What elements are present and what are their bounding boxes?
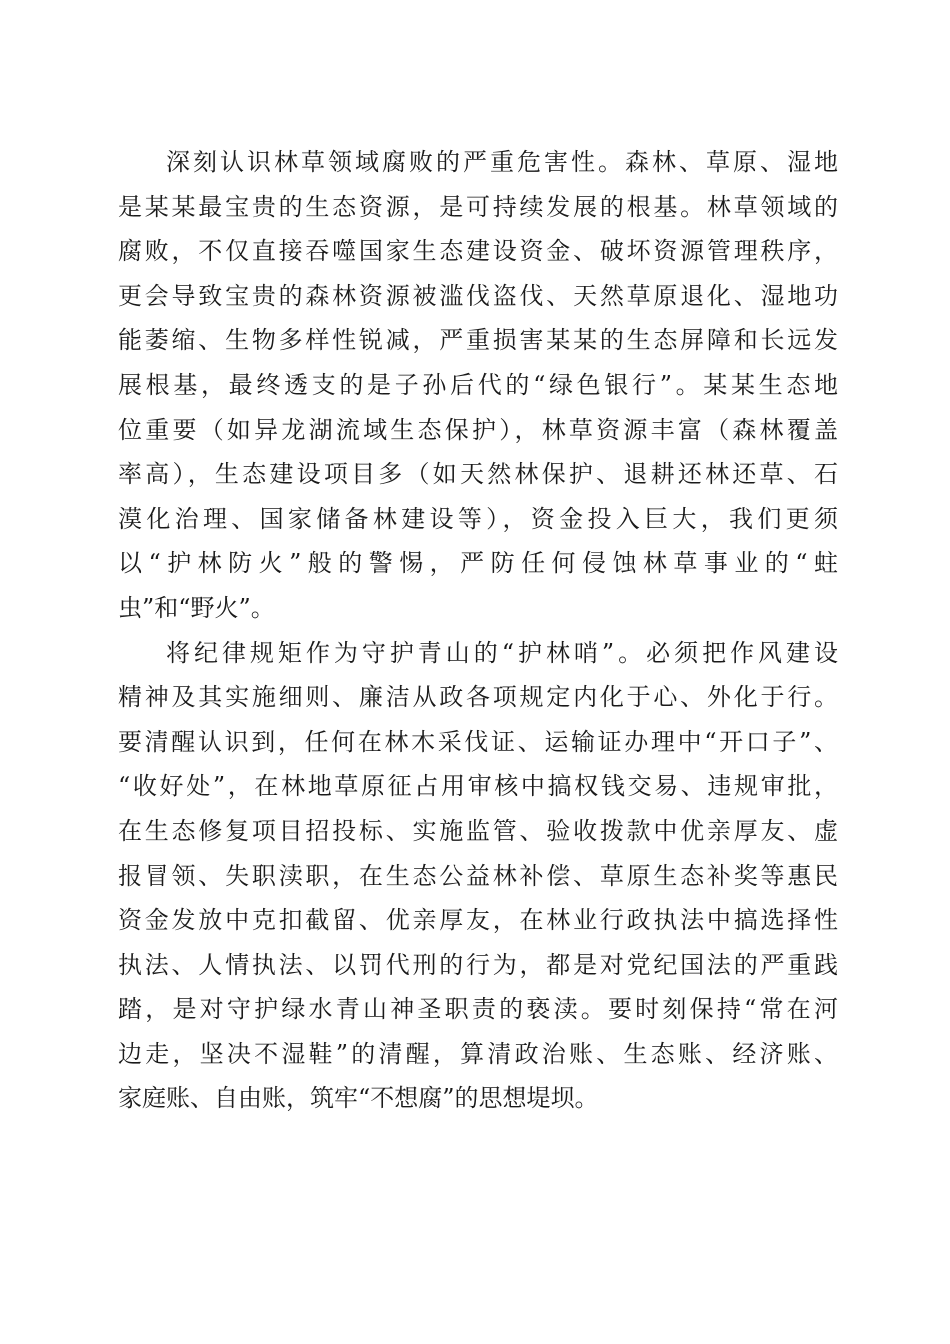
paragraph-line: 展根基，最终透支的是子孙后代的“绿色银行”。某某生态地 [118, 370, 838, 399]
paragraph-line: “收好处”，在林地草原征占用审核中搞权钱交易、违规审批， [118, 772, 838, 801]
paragraph-line: 将纪律规矩作为守护青山的“护林哨”。必须把作风建设 [166, 638, 838, 667]
paragraph-line: 精神及其实施细则、廉洁从政各项规定内化于心、外化于行。 [118, 683, 838, 712]
paragraph-2 [118, 631, 838, 1122]
paragraph-line: 在生态修复项目招投标、实施监管、验收拨款中优亲厚友、虚 [118, 816, 838, 845]
paragraph-line: 资金发放中克扣截留、优亲厚友，在林业行政执法中搞选择性 [118, 906, 838, 935]
paragraph-line: 踏，是对守护绿水青山神圣职责的亵渎。要时刻保持“常在河 [118, 995, 838, 1024]
paragraph-line: 率高），生态建设项目多（如天然林保护、退耕还林还草、石 [118, 460, 838, 489]
paragraph-line: 深刻认识林草领域腐败的严重危害性。森林、草原、湿地 [166, 148, 838, 176]
paragraph-line: 要清醒认识到，任何在林木采伐证、运输证办理中“开口子”、 [118, 727, 838, 756]
paragraph-line: 更会导致宝贵的森林资源被滥伐盗伐、天然草原退化、湿地功 [118, 281, 838, 310]
paragraph-line: 家庭账、自由账，筑牢“不想腐”的思想堤坝。 [118, 1084, 599, 1113]
paragraph-line: 边走，坚决不湿鞋”的清醒，算清政治账、生态账、经济账、 [118, 1039, 838, 1068]
paragraph-line: 位重要（如异龙湖流域生态保护），林草资源丰富（森林覆盖 [118, 415, 838, 444]
paragraph-1 [118, 140, 838, 631]
paragraph-line: 虫”和“野火”。 [118, 593, 275, 622]
paragraph-line: 腐败，不仅直接吞噬国家生态建设资金、破坏资源管理秩序， [118, 237, 838, 266]
paragraph-line: 是某某最宝贵的生态资源，是可持续发展的根基。林草领域的 [118, 192, 838, 221]
document-body [118, 140, 838, 1121]
paragraph-line: 能萎缩、生物多样性锐减，严重损害某某的生态屏障和长远发 [118, 326, 838, 355]
paragraph-line: 以“护林防火”般的警惕，严防任何侵蚀林草事业的“蛀 [118, 549, 838, 578]
paragraph-line: 执法、人情执法、以罚代刑的行为，都是对党纪国法的严重践 [118, 950, 838, 979]
paragraph-line: 报冒领、失职渎职，在生态公益林补偿、草原生态补奖等惠民 [118, 861, 838, 890]
paragraph-line: 漠化治理、国家储备林建设等），资金投入巨大，我们更须 [118, 504, 838, 533]
